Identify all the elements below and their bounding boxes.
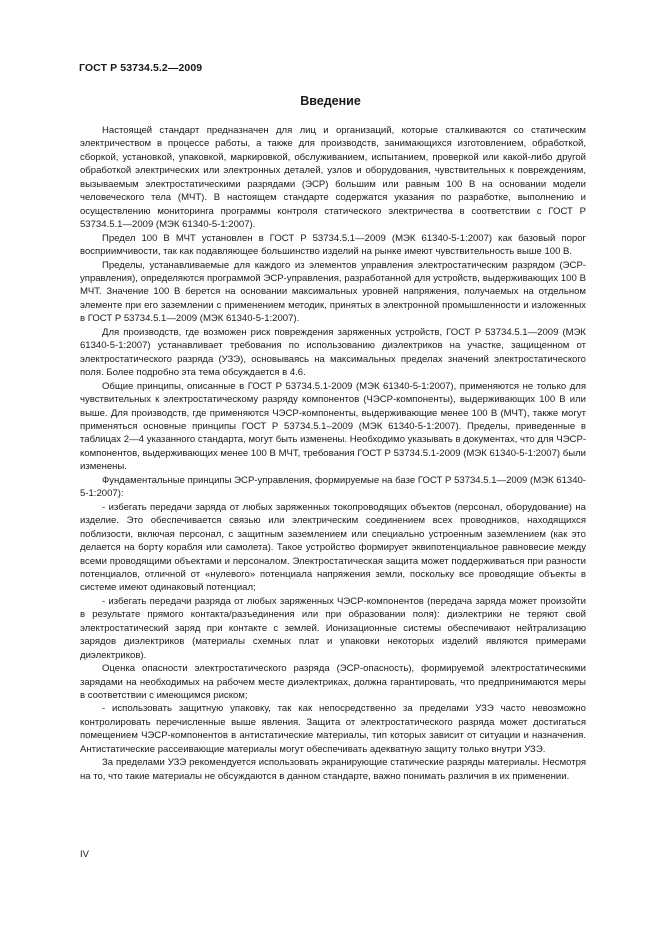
body-text: [80, 124, 586, 783]
list-item-packaging: - использовать защитную упаковку, так как непосредственно за пределами УЗЭ часто невозможно контролировать перечисленные выше явления. Защита от электростатического разряда может достигаться помещением ЧЭСР-компонентов в антистатические материалы, тип которых зависит от ситуации и назначения. Антистатические рассеивающие материалы могут обеспечивать адекватную защиту только внутри УЗЭ.: [80, 703, 586, 755]
paragraph-hazard-assessment: Оценка опасности электростатического разряда (ЭСР-опасность), формируемой электростатическими зарядами на необходимых на рабочем месте диэлектриках, должна гарантировать, что предпринимаются меры в соответствии с имеющимся риском;: [80, 663, 586, 702]
paragraph-scope: Настоящей стандарт предназначен для лиц и организаций, которые сталкиваются со статическим электричеством в процессе работы, а также для производств, занимающихся изготовлением, обработкой, сборкой, установкой, упаковкой, маркировкой, обслуживанием, испытанием, проверкой или какой-либо другой обработкой электрических или электронных деталей, узлов и оборудования, чувствительных к повреждениям, вызываемым электростатическими разрядами (ЭСР) большим или равным 100 В на основании модели человеческого тела (МЧТ). В настоящем стандарте содержатся указания по разработке, выполнению и осуществлению мониторинга программы контроля статического электричества в соответствии с ГОСТ Р 53734.5.1—2009 (МЭК 61340-5-1:2007).: [80, 125, 586, 231]
paragraph-limit-100v: Предел 100 В МЧТ установлен в ГОСТ Р 53734.5.1—2009 (МЭК 61340-5-1:2007) как базовый порог восприимчивости, так как подавляющее большинство изделий на рынке имеют чувствительность выше 100 В.: [80, 232, 586, 258]
paragraph-fundamental-principles: Фундаментальные принципы ЭСР-управления, формируемые на базе ГОСТ Р 53734.5.1—2009 (МЭК 61340-5-1:2007):: [80, 474, 586, 500]
list-item-dielectrics: - избегать передачи разряда от любых заряженных ЧЭСР-компонентов (передача заряда может произойти в результате прямого контакта/разъединения или при образовании поля): диэлектрики не теряют свой электростатический заряд при контакте с землей. Ионизационные системы обеспечивают нейтрализацию зарядов диэлектриков (материалы схемных плат и упаковки некоторых изделий являются примерами диэлектриков).: [80, 595, 586, 661]
list-item-conductors: - избегать передачи заряда от любых заряженных токопроводящих объектов (персонал, оборудование) на изделие. Это обеспечивается связью или электрическим соединением всех проводников, находящихся поблизости, включая персонал, с защитным заземлением или специально устроенным заземлением (как это делается на борту корабля или самолета). Такое устройство формирует эквипотенциальное равновесие между всеми проводящими объектами и персоналом. Электростатическая защита может поддерживаться при разности потенциалов, отличной от «нулевого» потенциала напряжения земли, поскольку все проводящие объекты в системе имеют одинаковый потенциал;: [80, 501, 586, 594]
section-title: Введение: [300, 94, 361, 108]
paragraph-control-limits: Пределы, устанавливаемые для каждого из элементов управления электростатическим разрядом (ЭСР-управления), определяются программой ЭСР-управления, разработанной для устройств, выдерживающих 100 В МЧТ. Значение 100 В берется на основании максимальных уровней напряжения, получаемых на отдельном элементе при его заземлении с применением методик, принятых в электронной промышленности и изложенных в ГОСТ Р 53734.5.1—2009 (МЭК 61340-5-1:2007).: [80, 259, 586, 325]
paragraph-charged-devices: Для производств, где возможен риск повреждения заряженных устройств, ГОСТ Р 53734.5.1—2009 (МЭК 61340-5-1:2007) устанавливает требования по использованию диэлектриков на участке, защищенном от электростатического разряда (УЗЭ), основываясь на максимальных пределах значений электростатического поля. Более подробно эта тема обсуждается в 4.6.: [80, 326, 586, 379]
page-number: IV: [80, 849, 89, 860]
paragraph-general-principles: Общие принципы, описанные в ГОСТ Р 53734.5.1-2009 (МЭК 61340-5-1:2007), применяются не только для чувствительных к электростатическому разряду компонентов (ЧЭСР-компоненты), выдерживающих 100 В или выше. Для производств, где применяются ЧЭСР-компоненты, выдерживающие менее 100 В (МЧТ), также могут применяться основные принципы ГОСТ Р 53734.5.1–2009 (МЭК 61340-5-1:2007). Пределы, приведенные в таблицах 2—4 указанного стандарта, могут быть изменены. Необходимо указывать в документах, что для ЧЭСР-компонентов, выдерживающих менее 100 В МЧТ, требования ГОСТ Р 53734.5.1-2009 (МЭК 61340-5-1:2007) были изменены.: [80, 380, 586, 473]
document-code-header: ГОСТ Р 53734.5.2—2009: [79, 62, 203, 74]
paragraph-shielding: За пределами УЗЭ рекомендуется использовать экранирующие статические разряды материалы. Несмотря на то, что такие материалы не обсуждаются в данном стандарте, важно понимать различия в их применении.: [80, 757, 586, 782]
